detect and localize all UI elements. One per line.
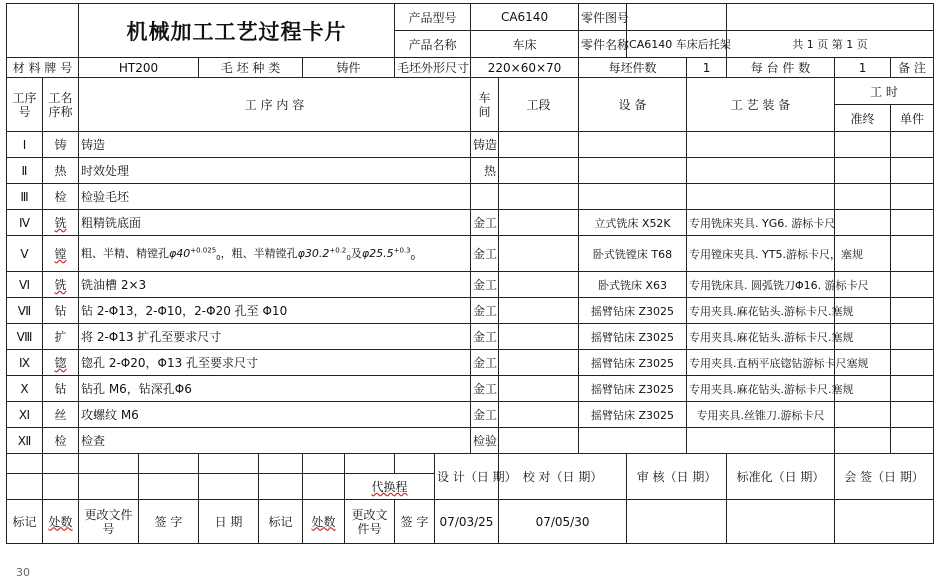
op-equipment[interactable]: 摇臂钻床 Z3025 xyxy=(579,298,687,324)
revision-cell[interactable] xyxy=(303,454,345,474)
revision-cell[interactable] xyxy=(43,454,79,474)
op-content[interactable]: 检验毛坯 xyxy=(79,184,471,210)
op-prep[interactable] xyxy=(835,158,891,184)
op-equipment[interactable] xyxy=(579,158,687,184)
op-no: Ⅲ xyxy=(7,184,43,210)
col-content: 工 序 内 容 xyxy=(79,78,471,132)
op-equipment[interactable]: 摇臂钻床 Z3025 xyxy=(579,350,687,376)
col-section: 工段 xyxy=(499,78,579,132)
approval-review-label: 审 核（日 期） xyxy=(627,454,727,500)
op-name: 镗 xyxy=(43,236,79,272)
op-section[interactable] xyxy=(499,158,579,184)
op-workshop[interactable]: 金工 xyxy=(471,350,499,376)
remark-label: 备 注 xyxy=(891,58,934,78)
op-tooling[interactable] xyxy=(687,132,835,158)
table-row xyxy=(7,428,934,454)
op-name: 铸 xyxy=(43,132,79,158)
revision-cell[interactable] xyxy=(199,474,259,500)
op-equipment[interactable] xyxy=(579,184,687,210)
col-unit-time: 单件 xyxy=(891,105,934,132)
op-name: 铣 xyxy=(43,210,79,236)
per-unit-label: 每 台 件 数 xyxy=(727,58,835,78)
count-label: 处数 xyxy=(43,500,79,544)
op-unit[interactable] xyxy=(891,272,934,298)
process-card xyxy=(6,3,926,554)
card-title: 机械加工工艺过程卡片 xyxy=(79,4,395,58)
table-row xyxy=(7,132,934,158)
op-tooling[interactable]: 专用夹具.直柄平底锪钻游标卡尺塞规 xyxy=(687,350,835,376)
approval-sign-date[interactable] xyxy=(835,500,934,544)
op-equipment[interactable]: 摇臂钻床 Z3025 xyxy=(579,376,687,402)
op-content[interactable]: 攻螺纹 M6 xyxy=(79,402,471,428)
op-tooling[interactable] xyxy=(687,158,835,184)
op-name: 丝 xyxy=(43,402,79,428)
op-workshop[interactable]: 金工 xyxy=(471,236,499,272)
op-no: Ⅻ xyxy=(7,428,43,454)
revision-cell[interactable] xyxy=(139,474,199,500)
op-no: Ⅷ xyxy=(7,324,43,350)
table-row xyxy=(7,236,934,272)
op-content[interactable]: 时效处理 xyxy=(79,158,471,184)
page-counter: 共 1 页 第 1 页 xyxy=(727,31,934,58)
mark-label: 标记 xyxy=(259,500,303,544)
op-section[interactable] xyxy=(499,236,579,272)
op-tooling[interactable]: 专用夹具.麻花钻头.游标卡尺.塞规 xyxy=(687,298,835,324)
op-workshop[interactable]: 金工 xyxy=(471,376,499,402)
op-prep[interactable] xyxy=(835,184,891,210)
col-seq-no: 工序号 xyxy=(7,78,43,132)
op-unit[interactable] xyxy=(891,184,934,210)
op-tooling[interactable] xyxy=(687,428,835,454)
table-row xyxy=(7,272,934,298)
op-content[interactable]: 锪孔 2-Φ20，Φ13 孔至要求尺寸 xyxy=(79,350,471,376)
op-content[interactable]: 钻 2-Φ13，2-Φ10，2-Φ20 孔至 Φ10 xyxy=(79,298,471,324)
approval-sign-label: 会 签（日 期） xyxy=(835,454,934,500)
op-content[interactable]: 将 2-Φ13 扩孔至要求尺寸 xyxy=(79,324,471,350)
revision-cell[interactable] xyxy=(139,454,199,474)
revision-cell[interactable] xyxy=(259,474,303,500)
op-content[interactable]: 铸造 xyxy=(79,132,471,158)
op-content[interactable]: 粗精铣底面 xyxy=(79,210,471,236)
signature-label: 签 字 xyxy=(395,500,435,544)
op-unit[interactable] xyxy=(891,298,934,324)
product-name-label: 产品名称 xyxy=(395,31,471,58)
op-equipment[interactable]: 摇臂钻床 Z3025 xyxy=(579,324,687,350)
op-section[interactable] xyxy=(499,184,579,210)
op-workshop[interactable]: 热 xyxy=(471,158,499,184)
op-workshop[interactable]: 金工 xyxy=(471,324,499,350)
op-no: Ⅸ xyxy=(7,350,43,376)
op-section[interactable] xyxy=(499,402,579,428)
op-section[interactable] xyxy=(499,210,579,236)
approval-standard-label: 标准化（日 期） xyxy=(727,454,835,500)
op-workshop[interactable] xyxy=(471,184,499,210)
op-unit[interactable] xyxy=(891,324,934,350)
part-name-value[interactable]: CA6140 车床后托架 xyxy=(627,31,727,58)
approval-design-date[interactable]: 07/03/25 xyxy=(435,500,499,544)
op-workshop[interactable]: 金工 xyxy=(471,210,499,236)
op-unit[interactable] xyxy=(891,132,934,158)
op-equipment[interactable] xyxy=(579,132,687,158)
op-unit[interactable] xyxy=(891,428,934,454)
approval-review-date[interactable] xyxy=(627,500,727,544)
col-prep-time: 准终 xyxy=(835,105,891,132)
op-name: 钻 xyxy=(43,376,79,402)
op-no: Ⅺ xyxy=(7,402,43,428)
op-name: 铣 xyxy=(43,272,79,298)
revision-cell[interactable] xyxy=(345,454,395,474)
revision-cell[interactable] xyxy=(259,454,303,474)
op-workshop[interactable]: 金工 xyxy=(471,272,499,298)
op-tooling[interactable]: 专用夹具.麻花钻头.游标卡尺.塞规 xyxy=(687,376,835,402)
change-doc-label: 更改文件号 xyxy=(79,500,139,544)
op-workshop[interactable]: 检验 xyxy=(471,428,499,454)
table-row xyxy=(7,184,934,210)
revision-cell[interactable] xyxy=(79,454,139,474)
op-unit[interactable] xyxy=(891,158,934,184)
per-blank-label: 每坯件数 xyxy=(579,58,687,78)
per-blank-value[interactable]: 1 xyxy=(687,58,727,78)
op-no: Ⅹ xyxy=(7,376,43,402)
revision-cell[interactable] xyxy=(303,474,345,500)
op-workshop[interactable]: 铸造 xyxy=(471,132,499,158)
op-equipment[interactable]: 卧式铣镗床 T68 xyxy=(579,236,687,272)
product-type-label: 产品型号 xyxy=(395,4,471,31)
table-row xyxy=(7,402,934,428)
op-tooling[interactable] xyxy=(687,184,835,210)
approval-check-label: 校 对（日 期） xyxy=(499,454,627,500)
col-seq-name: 工名序称 xyxy=(43,78,79,132)
op-tooling[interactable]: 专用夹具.丝锥刀.游标卡尺 xyxy=(687,402,835,428)
change-doc-label: 更改文件号 xyxy=(345,500,395,544)
part-drawing-value[interactable] xyxy=(627,4,727,31)
op-workshop[interactable]: 金工 xyxy=(471,402,499,428)
col-workshop: 车间 xyxy=(471,78,499,132)
revision-cell[interactable] xyxy=(43,474,79,500)
material-grade-value[interactable]: HT200 xyxy=(79,58,199,78)
blank-size-value[interactable]: 220×60×70 xyxy=(471,58,579,78)
op-section[interactable] xyxy=(499,324,579,350)
op-section[interactable] xyxy=(499,350,579,376)
op-prep[interactable] xyxy=(835,402,891,428)
op-name: 检 xyxy=(43,428,79,454)
approval-check-date[interactable]: 07/05/30 xyxy=(499,500,627,544)
op-content[interactable]: 铣油槽 2×3 xyxy=(79,272,471,298)
op-content[interactable]: 检查 xyxy=(79,428,471,454)
product-type-value[interactable]: CA6140 xyxy=(471,4,579,31)
table-row xyxy=(7,158,934,184)
table-row xyxy=(7,350,934,376)
blank-size-label: 毛坯外形尺寸 xyxy=(395,58,471,78)
revision-cell[interactable] xyxy=(79,474,139,500)
table-row xyxy=(7,210,934,236)
op-section[interactable] xyxy=(499,298,579,324)
replaced-label: 代换程 xyxy=(345,474,435,500)
op-equipment[interactable]: 卧式铣床 X63 xyxy=(579,272,687,298)
op-no: Ⅳ xyxy=(7,210,43,236)
op-no: Ⅰ xyxy=(7,132,43,158)
op-workshop[interactable]: 金工 xyxy=(471,298,499,324)
op-prep[interactable] xyxy=(835,132,891,158)
table-row xyxy=(7,298,934,324)
mark-label: 标记 xyxy=(7,500,43,544)
op-tooling[interactable]: 专用铣床夹具. YG6. 游标卡尺 xyxy=(687,210,835,236)
revision-cell[interactable] xyxy=(7,474,43,500)
revision-cell[interactable] xyxy=(199,454,259,474)
op-name: 扩 xyxy=(43,324,79,350)
op-tooling[interactable]: 专用夹具.麻花钻头.游标卡尺.塞规 xyxy=(687,324,835,350)
part-drawing-extra[interactable] xyxy=(727,4,934,31)
op-content[interactable]: 钻孔 M6，钻深孔Φ6 xyxy=(79,376,471,402)
per-unit-value[interactable]: 1 xyxy=(835,58,891,78)
op-unit[interactable] xyxy=(891,402,934,428)
approval-design-label: 设 计（日 期） xyxy=(435,454,499,500)
material-grade-label: 材 料 牌 号 xyxy=(7,58,79,78)
date-label: 日 期 xyxy=(199,500,259,544)
op-no: Ⅱ xyxy=(7,158,43,184)
op-section[interactable] xyxy=(499,132,579,158)
revision-cell[interactable] xyxy=(395,454,435,474)
op-unit[interactable] xyxy=(891,376,934,402)
col-tooling: 工 艺 装 备 xyxy=(687,78,835,132)
op-section[interactable] xyxy=(499,428,579,454)
op-unit[interactable] xyxy=(891,350,934,376)
approval-standard-date[interactable] xyxy=(727,500,835,544)
count-label: 处数 xyxy=(303,500,345,544)
col-time: 工 时 xyxy=(835,78,934,105)
part-name-label: 零件名称 xyxy=(579,31,627,58)
signature-label: 签 字 xyxy=(139,500,199,544)
process-card-table xyxy=(6,3,934,544)
part-drawing-label: 零件图号 xyxy=(579,4,627,31)
op-name: 热 xyxy=(43,158,79,184)
op-prep[interactable] xyxy=(835,428,891,454)
page-number: 30 xyxy=(16,566,30,579)
op-no: Ⅵ xyxy=(7,272,43,298)
op-tooling[interactable]: 专用铣床具. 圆弧铣刀Φ16. 游标卡尺 xyxy=(687,272,835,298)
op-equipment[interactable] xyxy=(579,428,687,454)
op-content[interactable]: 粗、半精、精镗孔$\varphi 40^{+0.025}_0$，粗、半精镗孔$\varphi 30.2^{+0.2}_0$及$\varphi 25.5^{+0.3}_0$ xyxy=(79,236,471,272)
blank-type-value[interactable]: 铸件 xyxy=(303,58,395,78)
op-equipment[interactable]: 摇臂钻床 Z3025 xyxy=(579,402,687,428)
op-prep[interactable] xyxy=(835,210,891,236)
op-name: 检 xyxy=(43,184,79,210)
op-tooling[interactable]: 专用镗床夹具. YT5.游标卡尺，塞规 xyxy=(687,236,835,272)
blank-type-label: 毛 坯 种 类 xyxy=(199,58,303,78)
col-equipment: 设 备 xyxy=(579,78,687,132)
revision-cell[interactable] xyxy=(7,454,43,474)
table-row xyxy=(7,376,934,402)
product-name-value[interactable]: 车床 xyxy=(471,31,579,58)
op-unit[interactable] xyxy=(891,236,934,272)
op-section[interactable] xyxy=(499,272,579,298)
op-section[interactable] xyxy=(499,376,579,402)
op-name: 钻 xyxy=(43,298,79,324)
op-equipment[interactable]: 立式铣床 X52K xyxy=(579,210,687,236)
op-no: Ⅴ xyxy=(7,236,43,272)
op-name: 锪 xyxy=(43,350,79,376)
table-row xyxy=(7,324,934,350)
blank-corner-cell xyxy=(7,4,79,58)
op-unit[interactable] xyxy=(891,210,934,236)
op-no: Ⅶ xyxy=(7,298,43,324)
